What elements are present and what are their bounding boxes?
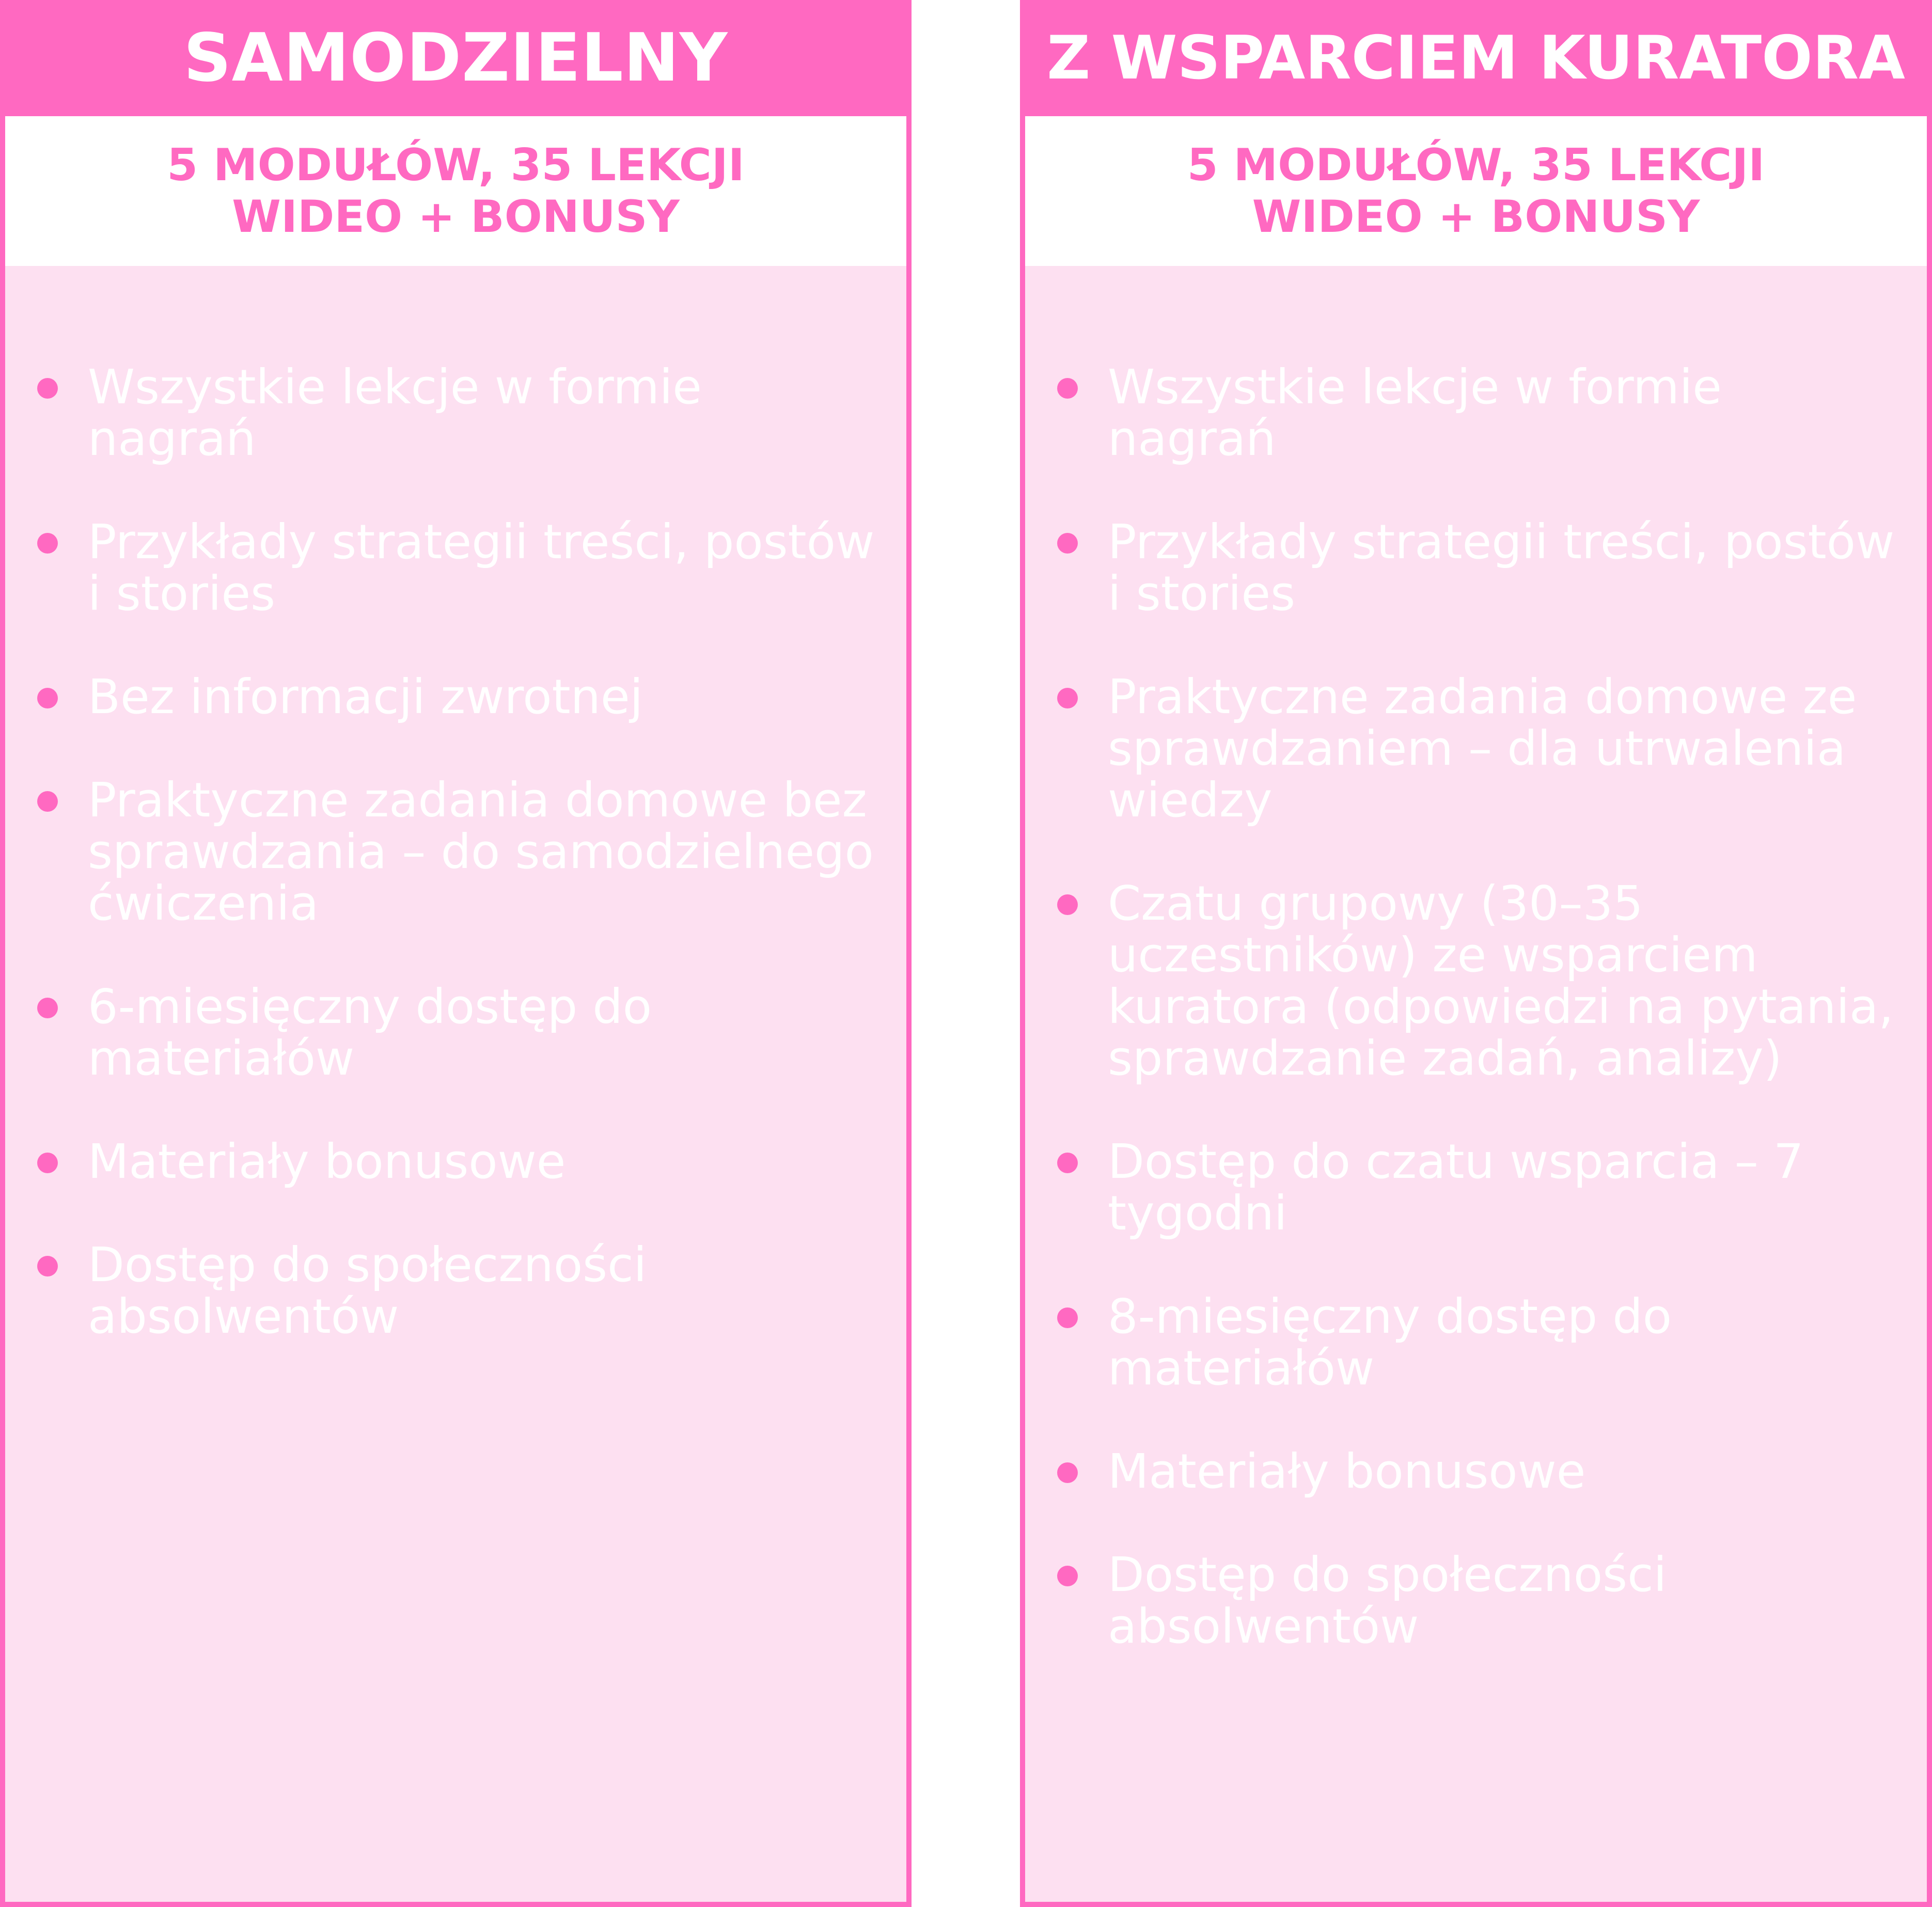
feature-text: Bez informacji zwrotnej [88, 669, 643, 724]
bullet-dot-icon [37, 688, 58, 708]
feature-item [1025, 878, 1927, 1084]
plan-title: SAMODZIELNY [0, 0, 912, 116]
bullet-dot-icon [37, 378, 58, 399]
feature-text: Praktyczne zadania domowe ze sprawdzaniem – dla utrwalenia wiedzy [1108, 669, 1857, 828]
feature-item [1025, 516, 1927, 620]
bullet-dot-icon [1057, 1307, 1078, 1328]
bullet-dot-icon [1057, 1462, 1078, 1483]
plan-title: Z WSPARCIEM KURATORA [1020, 0, 1932, 116]
feature-text: 8-miesięczny dostęp do materiałów [1108, 1289, 1672, 1396]
feature-item [5, 361, 906, 465]
plan-card-z-wsparciem-kuratora [1020, 0, 1932, 1907]
feature-text: Materiały bonusowe [1108, 1444, 1586, 1499]
bullet-dot-icon [37, 1153, 58, 1173]
bullet-dot-icon [1057, 894, 1078, 915]
bullet-dot-icon [37, 791, 58, 812]
feature-text: Wszystkie lekcje w formie nagrań [88, 359, 702, 466]
feature-item [5, 671, 906, 723]
feature-item [5, 1239, 906, 1343]
feature-text: 6-miesięczny dostęp do materiałów [88, 979, 652, 1086]
feature-item [1025, 671, 1927, 826]
plan-subtitle [5, 116, 906, 266]
feature-item [1025, 1446, 1927, 1498]
feature-text: Wszystkie lekcje w formie nagrań [1108, 359, 1722, 466]
feature-item [1025, 1549, 1927, 1652]
plan-subtitle-line1: 5 MODUŁÓW, 35 LEKCJI [167, 139, 745, 191]
bullet-dot-icon [1057, 533, 1078, 554]
feature-item [5, 516, 906, 620]
plan-subtitle-line2: WIDEO + BONUSY [232, 191, 680, 243]
feature-text: Materiały bonusowe [88, 1134, 566, 1189]
feature-text: Czatu grupowy (30–35 uczestników) ze wsparciem kuratora (odpowiedzi na pytania, sprawdzanie zadań, analizy) [1108, 876, 1894, 1086]
feature-item [1025, 1136, 1927, 1239]
feature-item [1025, 361, 1927, 465]
feature-text: Praktyczne zadania domowe bez sprawdzania – do samodzielnego ćwiczenia [88, 773, 874, 931]
feature-item [5, 775, 906, 929]
plan-subtitle-line1: 5 MODUŁÓW, 35 LEKCJI [1187, 139, 1765, 191]
feature-text: Dostęp do społeczności absolwentów [1108, 1547, 1667, 1654]
feature-item [5, 981, 906, 1084]
bullet-dot-icon [37, 1256, 58, 1276]
feature-list [5, 361, 906, 1394]
bullet-dot-icon [37, 998, 58, 1018]
plan-subtitle [1025, 116, 1927, 266]
bullet-dot-icon [1057, 688, 1078, 708]
feature-item [1025, 1291, 1927, 1394]
bullet-dot-icon [37, 533, 58, 554]
feature-text: Przykłady strategii treści, postów i stories [88, 514, 875, 621]
feature-text: Dostęp do społeczności absolwentów [88, 1237, 647, 1344]
plan-subtitle-line2: WIDEO + BONUSY [1252, 191, 1700, 243]
bullet-dot-icon [1057, 1566, 1078, 1586]
bullet-dot-icon [1057, 1153, 1078, 1173]
feature-text: Przykłady strategii treści, postów i stories [1108, 514, 1895, 621]
feature-text: Dostęp do czatu wsparcia – 7 tygodni [1108, 1134, 1804, 1241]
plan-card-samodzielny [0, 0, 912, 1907]
bullet-dot-icon [1057, 378, 1078, 399]
feature-list [1025, 361, 1927, 1704]
feature-item [5, 1136, 906, 1188]
